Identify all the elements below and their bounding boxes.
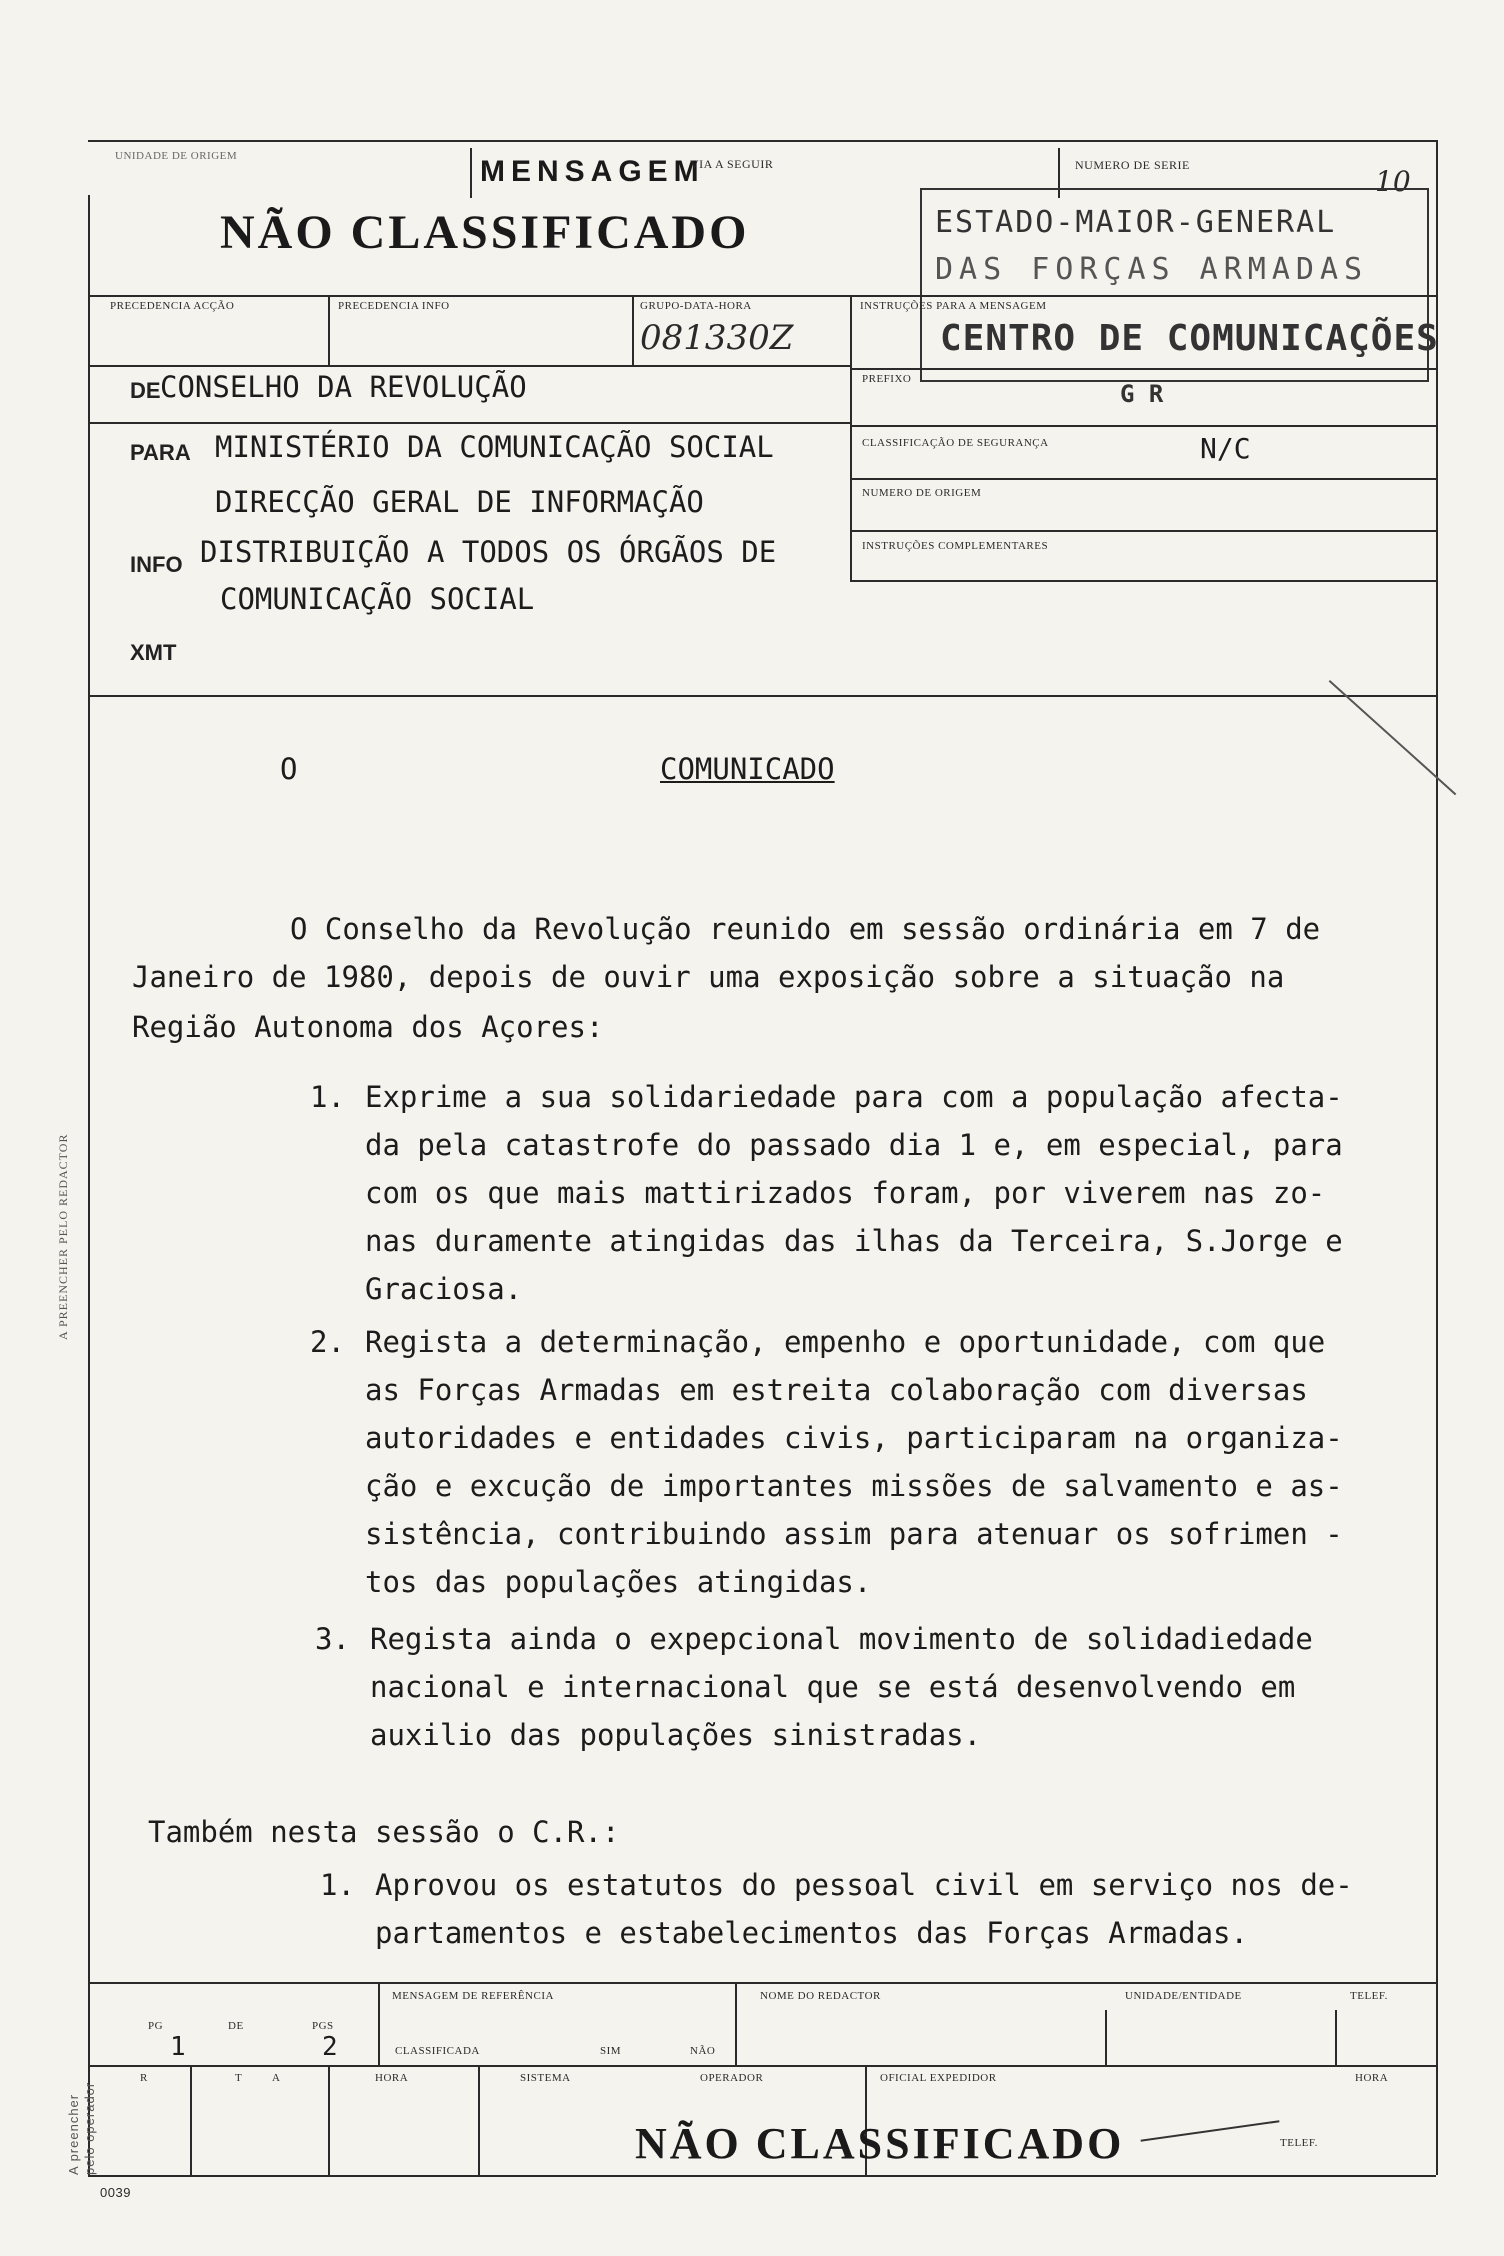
form-top-border	[88, 140, 1438, 142]
item3-line-1: Regista ainda o expepcional movimento de solidadiedade	[370, 1622, 1313, 1656]
side-label-operador-1: A preencher	[66, 2093, 81, 2175]
operador-label: OPERADOR	[700, 2072, 764, 2084]
form-right-border	[1436, 140, 1438, 2175]
footer-div-3	[1105, 2010, 1107, 2065]
de-footer-label: DE	[228, 2020, 244, 2032]
numero-serie-label: NUMERO DE SERIE	[1075, 158, 1190, 172]
de-label: DE	[130, 378, 161, 403]
prefixo-row-top	[850, 368, 1436, 370]
item2-line-6: tos das populações atingidas.	[365, 1565, 872, 1599]
info-line-1: DISTRIBUIÇÃO A TODOS OS ÓRGÃOS DE	[200, 535, 777, 569]
msg-ref-label: MENSAGEM DE REFERÊNCIA	[392, 1990, 554, 2002]
stamp-line-3: CENTRO DE COMUNICAÇÕES	[940, 318, 1439, 359]
footer-div-1	[378, 1982, 380, 2067]
pgs-value: 2	[322, 2032, 338, 2062]
grupo-data-hora-label: GRUPO-DATA-HORA	[640, 300, 752, 312]
numero-serie-value: 10	[1375, 165, 1411, 198]
footer-top	[88, 1982, 1436, 1984]
item2-line-4: ção e excução de importantes missões de salvamento e as-	[365, 1469, 1343, 1503]
pgs-label: PGS	[312, 2020, 334, 2032]
classificacao-label: CLASSIFICAÇÃO DE SEGURANÇA	[862, 437, 1049, 449]
pg-label: PG	[148, 2020, 164, 2032]
form-code: 0039	[100, 2185, 131, 2200]
hora-label: HORA	[375, 2072, 409, 2084]
xmt-label: XMT	[130, 640, 177, 665]
stamp-line-2: DAS FORÇAS ARMADAS	[935, 252, 1369, 287]
message-title: COMUNICADO	[660, 752, 835, 786]
form-left-border	[88, 195, 90, 2175]
classif-row-top	[850, 425, 1436, 427]
compl-row-bottom	[850, 580, 1436, 582]
stamp-line-1: ESTADO-MAIOR-GENERAL	[935, 205, 1337, 240]
item2-line-1: Regista a determinação, empenho e oportunidade, com que	[365, 1325, 1326, 1359]
t1-line-1: Aprovou os estatutos do pessoal civil em serviço nos de-	[375, 1868, 1353, 1902]
prec-divider-2	[632, 295, 634, 365]
precedencia-info-label: PRECEDENCIA INFO	[338, 300, 450, 312]
item1-line-2: da pela catastrofe do passado dia 1 e, em especial, para	[365, 1128, 1343, 1162]
instrucoes-label: INSTRUÇÕES PARA A MENSAGEM	[860, 300, 1047, 312]
footer-bottom	[88, 2175, 1436, 2177]
footer-div-hora	[478, 2065, 480, 2175]
de-value: CONSELHO DA REVOLUÇÃO	[160, 370, 527, 404]
a-label: A	[272, 2072, 281, 2084]
side-label-operador-2: pelo operador	[82, 2081, 97, 2175]
item3-line-3: auxilio das populações sinistradas.	[370, 1718, 982, 1752]
t1-number: 1.	[320, 1868, 355, 1902]
via-a-seguir-label: VIA A SEGUIR	[690, 157, 774, 171]
info-line-2: COMUNICAÇÃO SOCIAL	[220, 582, 535, 616]
message-letter: O	[280, 752, 298, 786]
footer-div-2	[735, 1982, 737, 2067]
prefixo-label: PREFIXO	[862, 373, 912, 385]
header-divider-1	[470, 148, 472, 198]
t-label: T	[235, 2072, 243, 2084]
classificada-label: CLASSIFICADA	[395, 2045, 480, 2057]
origem-row-top	[850, 478, 1436, 480]
item2-number: 2.	[310, 1325, 345, 1359]
compl-row-top	[850, 530, 1436, 532]
t1-line-2: partamentos e estabelecimentos das Forças Armadas.	[375, 1916, 1248, 1950]
item1-line-3: com os que mais mattirizados foram, por viverem nas zo-	[365, 1176, 1326, 1210]
footer-div-4	[1335, 2010, 1337, 2065]
intro-line-1: O Conselho da Revolução reunido em sessão ordinária em 7 de	[290, 912, 1321, 946]
info-label: INFO	[130, 552, 183, 577]
sistema-label: SISTEMA	[520, 2072, 571, 2084]
intro-line-2: Janeiro de 1980, depois de ouvir uma exposição sobre a situação na	[132, 960, 1285, 994]
item3-number: 3.	[315, 1622, 350, 1656]
header-section-bottom	[88, 695, 1436, 697]
prec-divider-1	[328, 295, 330, 365]
footer-div-r	[190, 2065, 192, 2175]
pg-value: 1	[170, 2032, 186, 2062]
nao-label: NÃO	[690, 2045, 716, 2057]
item1-line-5: Graciosa.	[365, 1272, 523, 1306]
footer-div-a	[328, 2065, 330, 2175]
para-label: PARA	[130, 440, 191, 465]
item1-line-4: nas duramente atingidas das ilhas da Terceira, S.Jorge e	[365, 1224, 1343, 1258]
item2-line-5: sistência, contribuindo assim para atenuar os sofrimen -	[365, 1517, 1343, 1551]
de-row-bottom	[88, 422, 850, 424]
unidade-label: UNIDADE/ENTIDADE	[1125, 1990, 1242, 2002]
hora2-label: HORA	[1355, 2072, 1389, 2084]
r-label: R	[140, 2072, 148, 2084]
para-line-2: DIRECÇÃO GERAL DE INFORMAÇÃO	[215, 485, 704, 519]
item3-line-2: nacional e internacional que se está desenvolvendo em	[370, 1670, 1296, 1704]
tambem-line: Também nesta sessão o C.R.:	[148, 1815, 620, 1849]
item1-number: 1.	[310, 1080, 345, 1114]
footer-middle	[88, 2065, 1436, 2067]
signature-mark	[1141, 2120, 1280, 2141]
prefixo-value: G R	[1120, 380, 1164, 408]
classification-bottom: NÃO CLASSIFICADO	[635, 2119, 1125, 2168]
item1-line-1: Exprime a sua solidariedade para com a população afecta-	[365, 1080, 1343, 1114]
side-label-redactor: A PREENCHER PELO REDACTOR	[56, 1133, 70, 1340]
precedence-row-top	[88, 295, 1436, 297]
telef2-label: TELEF.	[1280, 2137, 1318, 2149]
item2-line-2: as Forças Armadas em estreita colaboração com diversas	[365, 1373, 1308, 1407]
sender-label-faded: UNIDADE DE ORIGEM	[115, 150, 238, 162]
nome-redactor-label: NOME DO REDACTOR	[760, 1990, 881, 2002]
precedencia-accao-label: PRECEDENCIA ACÇÃO	[110, 300, 235, 312]
sim-label: SIM	[600, 2045, 622, 2057]
numero-origem-label: NUMERO DE ORIGEM	[862, 487, 982, 499]
instrucoes-compl-label: INSTRUÇÕES COMPLEMENTARES	[862, 540, 1049, 552]
grupo-data-hora-value: 081330Z	[640, 318, 794, 358]
classificacao-value: N/C	[1200, 432, 1251, 465]
prec-divider-3	[850, 295, 852, 580]
para-line-1: MINISTÉRIO DA COMUNICAÇÃO SOCIAL	[215, 430, 774, 464]
intro-line-3: Região Autonoma dos Açores:	[132, 1010, 604, 1044]
precedence-row-bottom	[88, 365, 850, 367]
item2-line-3: autoridades e entidades civis, participaram na organiza-	[365, 1421, 1343, 1455]
telef-label: TELEF.	[1350, 1990, 1388, 2002]
oficial-label: OFICIAL EXPEDIDOR	[880, 2072, 997, 2084]
form-title: MENSAGEM	[480, 155, 705, 188]
classification-top: NÃO CLASSIFICADO	[220, 206, 750, 259]
